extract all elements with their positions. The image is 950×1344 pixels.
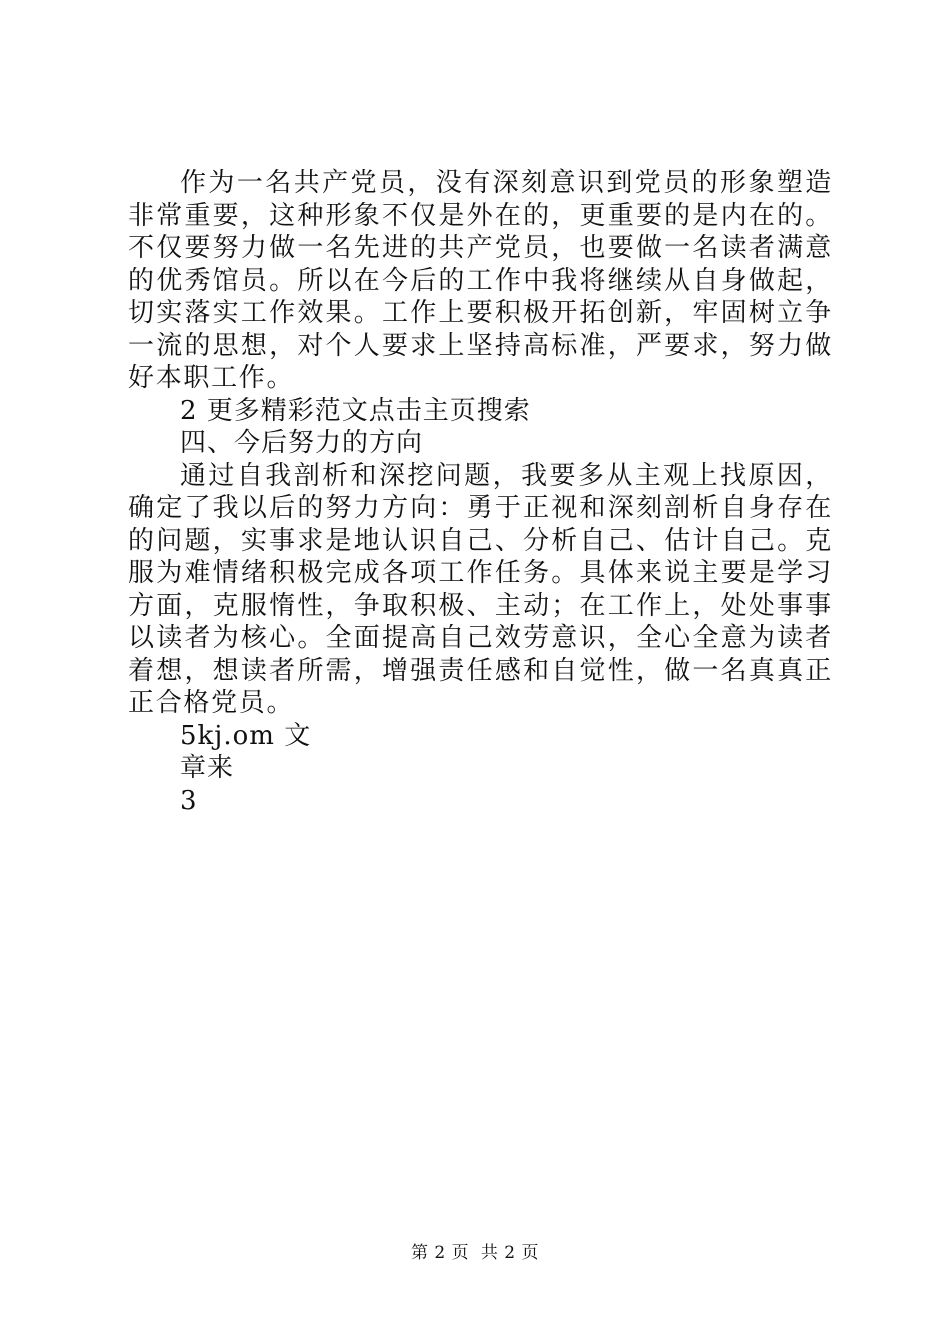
source-fragment-3: 3 — [180, 785, 198, 816]
page-number-current: 第 2 页 — [410, 1243, 470, 1263]
source-fragment-1: 5kj.om 文 — [180, 720, 312, 751]
paragraph-party-image: 作为一名共产党员，没有深刻意识到党员的形象塑造非常重要，这种形象不仅是外在的，更重要的是内在的。不仅要努力做一名先进的共产党员，也要做一名读者满意的优秀馆员。所以在今后的工作中我将继续从自身做起，切实落实工作效果。工作上要积极开拓创新，牢固树立争一流的思想，对个人要求上坚持高标准，严要求，努力做好本职工作。 — [128, 168, 833, 393]
paragraph-more-samples: 2 更多精彩范文点击主页搜索 — [180, 395, 531, 426]
section-heading-future-direction: 四、今后努力的方向 — [180, 428, 424, 458]
source-fragment-2: 章来 — [180, 753, 235, 783]
page-footer — [0, 1242, 950, 1264]
paragraph-self-analysis: 通过自我剖析和深挖问题，我要多从主观上找原因，确定了我以后的努力方向：勇于正视和深刻剖析自身存在的问题，实事求是地认识自己、分析自己、估计自己。克服为难情绪积极完成各项工作任务。具体来说主要是学习方面，克服惰性，争取积极、主动；在工作上，处处事事以读者为核心。全面提高自己效劳意识，全心全意为读者着想，想读者所需，增强责任感和自觉性，做一名真真正正合格党员。 — [128, 460, 833, 718]
footer-separator — [469, 1243, 481, 1263]
document-body — [128, 167, 833, 817]
page-number-total: 共 2 页 — [480, 1243, 540, 1263]
